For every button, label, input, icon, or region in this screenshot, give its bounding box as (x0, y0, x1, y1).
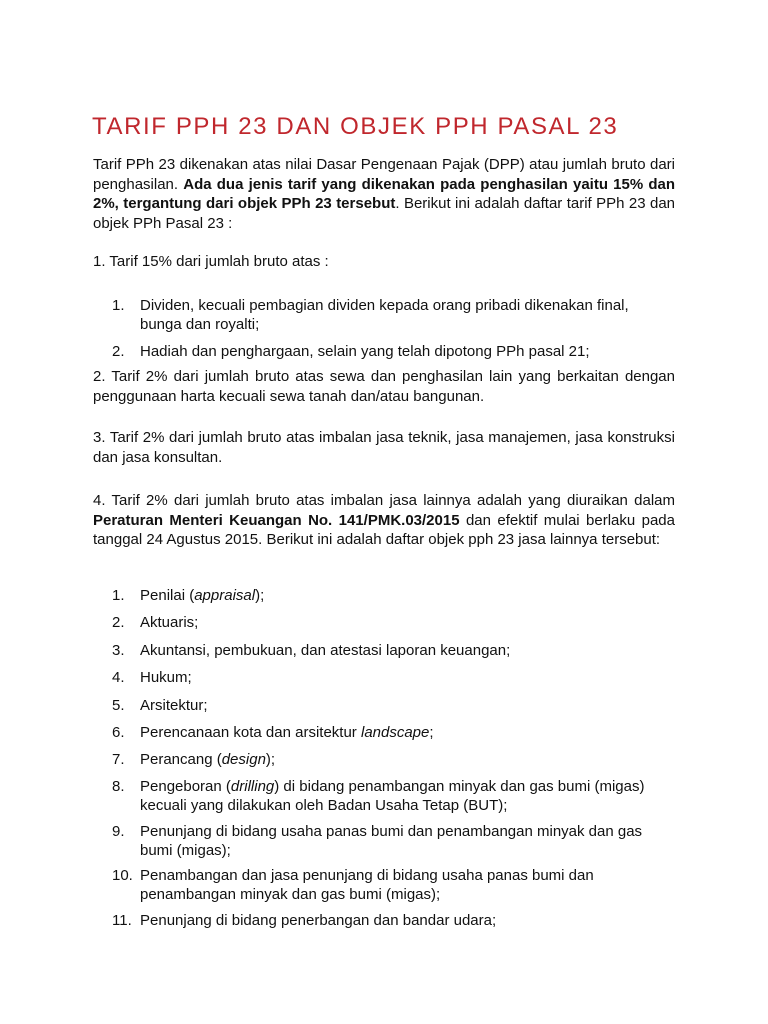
list-item-number: 2. (112, 343, 125, 360)
section-1-heading: 1. Tarif 15% dari jumlah bruto atas : (93, 253, 329, 270)
list-item-text: Perancang (design); (140, 751, 276, 768)
intro-bold-text: Ada dua jenis tarif yang dikenakan pada penghasilan yaitu 15% dan 2%, tergantung dari objek PPh 23 tersebut (93, 175, 675, 212)
list-item-number: 10. (112, 867, 133, 884)
list-item-text: Hukum; (140, 669, 192, 686)
list-item-number: 6. (112, 724, 125, 741)
list-item-text: Arsitektur; (140, 697, 208, 714)
list-item (112, 296, 672, 334)
list-item-text: Penilai (appraisal); (140, 587, 265, 604)
section-3-paragraph: 3. Tarif 2% dari jumlah bruto atas imbalan jasa teknik, jasa manajemen, jasa konstruksi dan jasa konsultan. (93, 429, 675, 466)
list-item (112, 342, 672, 361)
list-item (112, 866, 672, 904)
section-2-paragraph: 2. Tarif 2% dari jumlah bruto atas sewa dan penghasilan lain yang berkaitan dengan penggunaan harta kecuali sewa tanah dan/atau bangunan. (93, 368, 675, 405)
list-item-text: Penunjang di bidang usaha panas bumi dan penambangan minyak dan gas bumi (migas); (140, 823, 643, 859)
list-item (112, 586, 672, 605)
list-item-text: Penunjang di bidang penerbangan dan bandar udara; (140, 912, 497, 929)
list-item (112, 750, 672, 769)
list-item-text: Akuntansi, pembukuan, dan atestasi laporan keuangan; (140, 642, 511, 659)
list-item (112, 668, 672, 687)
list-item-number: 9. (112, 823, 125, 840)
list-item (112, 613, 672, 632)
intro-paragraph (93, 155, 675, 233)
list-item-number: 1. (112, 297, 125, 314)
list-item-text: Dividen, kecuali pembagian dividen kepada orang pribadi dikenakan final, bunga dan royalti; (140, 297, 629, 333)
list-item-text: Hadiah dan penghargaan, selain yang telah dipotong PPh pasal 21; (140, 343, 590, 360)
list-item-number: 5. (112, 697, 125, 714)
list-item-text: Aktuaris; (140, 614, 199, 631)
list-item (112, 911, 672, 930)
section-4-text: 4. Tarif 2% dari jumlah bruto atas imbalan jasa lainnya adalah yang diuraikan dalam (93, 492, 675, 509)
list-item-number: 8. (112, 778, 125, 795)
intro-text: Tarif PPh 23 dikenakan atas nilai Dasar Pengenaan Pajak (DPP) atau jumlah bruto dari penghasilan. (93, 156, 675, 193)
list-item-number: 7. (112, 751, 125, 768)
list-item-text: Perencanaan kota dan arsitektur landscape; (140, 724, 434, 741)
list-item (112, 777, 672, 815)
list-item (112, 723, 672, 742)
list-item (112, 696, 672, 715)
list-item-number: 11. (112, 912, 132, 929)
regulation-reference: Peraturan Menteri Keuangan No. 141/PMK.03/2015 (93, 511, 460, 529)
list-item-text: Penambangan dan jasa penunjang di bidang usaha panas bumi dan penambangan minyak dan gas bumi (migas); (140, 867, 594, 903)
list-item-number: 2. (112, 614, 125, 631)
list-item (112, 822, 672, 860)
intro-text-end: . Berikut ini adalah daftar tarif PPh 23 dan objek PPh Pasal 23 : (93, 195, 675, 232)
document-title: TARIF PPH 23 DAN OBJEK PPH PASAL 23 (92, 113, 619, 140)
section-4-paragraph (93, 491, 675, 550)
list-item (112, 641, 672, 660)
section-4-text-end: dan efektif mulai berlaku pada tanggal 24 Agustus 2015. Berikut ini adalah daftar objek pph 23 jasa lainnya tersebut: (93, 511, 675, 548)
list-item-number: 1. (112, 587, 125, 604)
list-item-number: 3. (112, 642, 125, 659)
list-item-text: Pengeboran (drilling) di bidang penambangan minyak dan gas bumi (migas) kecuali yang dilakukan oleh Badan Usaha Tetap (BUT); (140, 778, 645, 814)
list-item-number: 4. (112, 669, 125, 686)
